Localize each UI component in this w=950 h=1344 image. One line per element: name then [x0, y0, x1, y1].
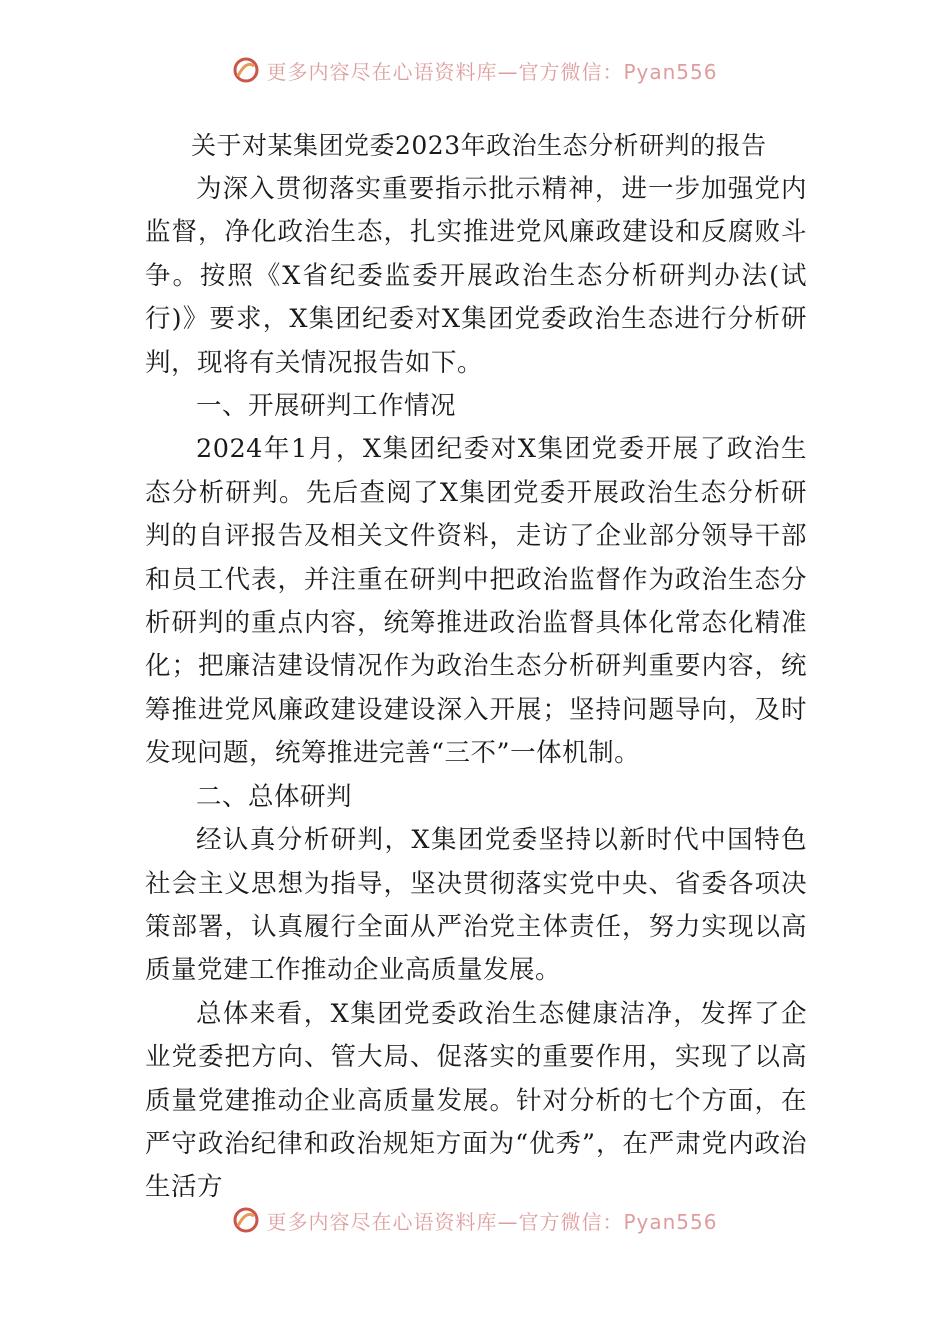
- watermark-header: [0, 50, 950, 90]
- watermark-logo-icon: [232, 56, 260, 84]
- section-paragraph: 2024年1月，X集团纪委对X集团党委开展了政治生态分析研判。先后查阅了X集团党委开展政治生态分析研判的自评报告及相关文件资料，走访了企业部分领导干部和员工代表，并注重在研判中把政治监督作为政治生态分析研判的重点内容，统筹推进政治监督具体化常态化精准化；把廉洁建设情况作为政治生态分析研判重要内容，统筹推进党风廉政建设建设深入开展；坚持问题导向，及时发现问题，统筹推进完善“三不”一体机制。: [145, 434, 807, 769]
- watermark-footer: [0, 1200, 950, 1240]
- section-paragraph: 总体来看，X集团党委政治生态健康洁净，发挥了企业党委把方向、管大局、促落实的重要作用，实现了以高质量党建推动企业高质量发展。针对分析的七个方面，在严守政治纪律和政治规矩方面为“优秀”，在严肃党内政治生活方: [145, 998, 807, 1203]
- section-heading-overall: 二、总体研判: [196, 781, 353, 812]
- intro-paragraph: 为深入贯彻落实重要指示批示精神，进一步加强党内监督，净化政治生态，扎实推进党风廉政建设和反腐败斗争。按照《X省纪委监委开展政治生态分析研判办法(试行)》要求，X集团纪委对X集团党委政治生态进行分析研判，现将有关情况报告如下。: [145, 174, 807, 378]
- watermark-text: 更多内容尽在心语资料库—官方微信：Pyan556: [266, 1209, 718, 1234]
- watermark-logo-icon: [232, 1206, 260, 1234]
- section-paragraph: 经认真分析研判，X集团党委坚持以新时代中国特色社会主义思想为指导，坚决贯彻落实党中央、省委各项决策部署，认真履行全面从严治党主体责任，努力实现以高质量党建工作推动企业高质量发展。: [145, 825, 807, 986]
- document-body: [145, 124, 807, 1210]
- section-heading-work: 一、开展研判工作情况: [196, 391, 457, 422]
- watermark-text: 更多内容尽在心语资料库—官方微信：Pyan556: [266, 59, 718, 84]
- document-title: 关于对某集团党委2023年政治生态分析研判的报告: [191, 131, 767, 160]
